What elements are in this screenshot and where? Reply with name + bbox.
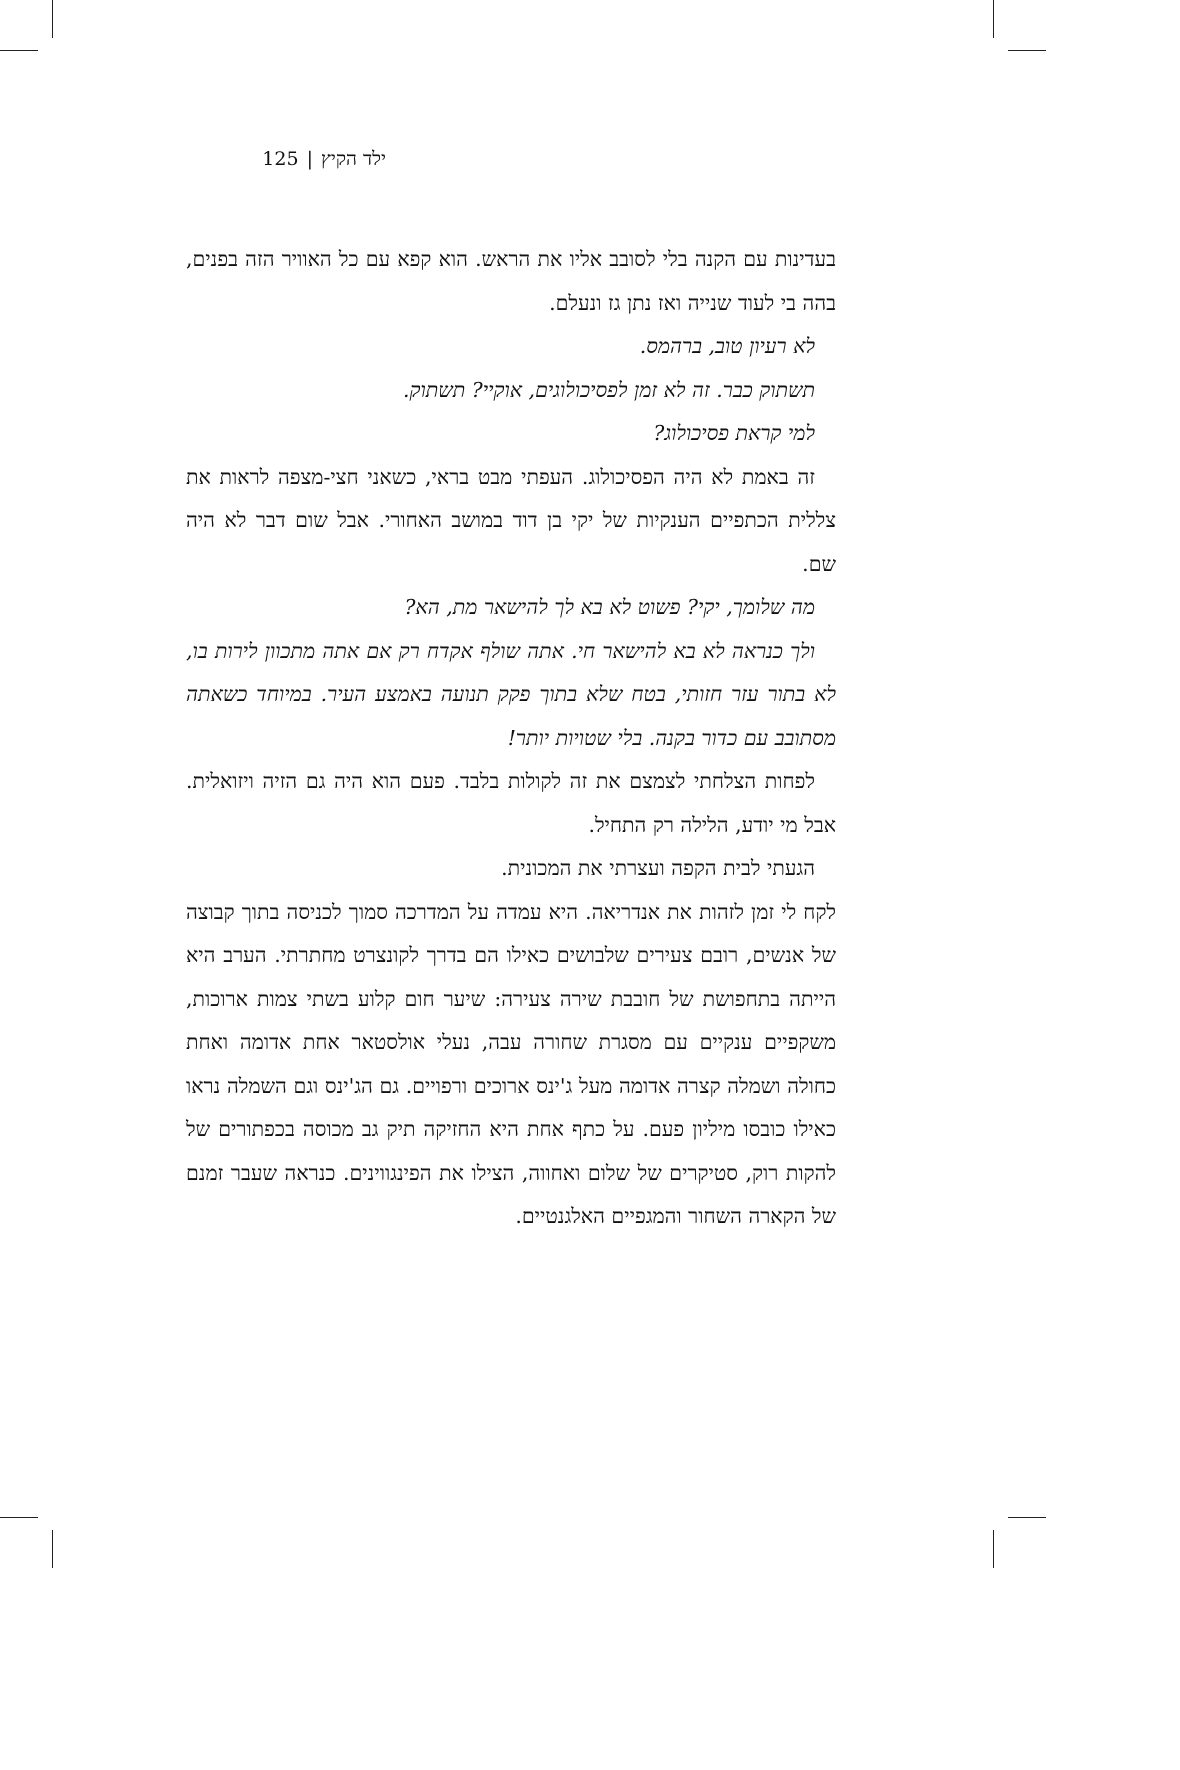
paragraph-9: הגעתי לבית הקפה ועצרתי את המכונית. <box>501 856 815 880</box>
paragraph-3-thought: תשתוק כבר. זה לא זמן לפסיכולוגים, אוקיי? תשתוק. <box>403 377 815 402</box>
crop-mark-bottom-left-horizontal <box>0 1517 38 1518</box>
crop-mark-bottom-right-horizontal <box>1008 1517 1046 1518</box>
book-title: ילד הקיץ <box>320 148 386 170</box>
paragraph-10: לקח לי זמן לזהות את אנדריאה. היא עמדה על המדרכה סמוך לכניסה בתוך קבוצה של אנשים, רובם צעירים שלבושים כאילו הם בדרך לקונצרט מחתרתי. הערב היא הייתה בתחפושת של חובבת שירה צעירה: שיער חום קלוע בשתי צמות ארוכות, משקפיים ענקיים עם מסגרת שחורה עבה, נעלי אולסטאר אחת אדומה ואחת כחולה ושמלה קצרה אדומה מעל ג'ינס ארוכים ורפויים. גם הג'ינס וגם השמלה נראו כאילו כובסו מיליון פעם. על כתף אחת היא החזיקה תיק גב מכוסה בכפתורים של להקות רוק, סטיקרים של שלום ואחווה, הצילו את הפינגווינים. כנראה שעבר זמנם של הקארה השחור והמגפיים האלגנטיים. <box>186 899 836 1228</box>
crop-mark-top-right-horizontal <box>1008 50 1046 51</box>
paragraph-6-thought: מה שלומך, יקי? פשוט לא בא לך להישאר מת, הא? <box>404 595 815 619</box>
page-body-text <box>186 238 836 1239</box>
running-head <box>186 146 386 172</box>
paragraph-1: בעדינות עם הקנה בלי לסובב אליו את הראש. הוא קפא עם כל האוויר הזה בפנים, בהה בי לעוד שנייה ואז נתן גז ונעלם. <box>186 247 836 315</box>
running-head-separator: | <box>306 148 313 170</box>
paragraph-7-thought: ולך כנראה לא בא להישאר חי. אתה שולף אקדח רק אם אתה מתכוון לירות בו, לא בתור עזר חזותי, בטח שלא בתוך פקק תנועה באמצע העיר. במיוחד כשאתה מסתובב עם כדור בקנה. בלי שטויות יותר! <box>186 638 836 750</box>
crop-mark-bottom-left-vertical <box>52 1530 53 1568</box>
page-number: 125 <box>262 148 299 170</box>
crop-mark-top-right-vertical <box>993 0 994 38</box>
paragraph-2-thought: לא רעיון טוב, ברהמס. <box>639 334 815 358</box>
paragraph-8: לפחות הצלחתי לצמצם את זה לקולות בלבד. פעם הוא היה גם הזיה ויזואלית. אבל מי יודע, הלילה רק התחיל. <box>186 769 836 837</box>
crop-mark-top-left-vertical <box>52 0 53 38</box>
paragraph-5: זה באמת לא היה הפסיכולוג. העפתי מבט בראי, כשאני חצי-מצפה לראות את צללית הכתפיים הענקיות של יקי בן דוד במושב האחורי. אבל שום דבר לא היה שם. <box>186 464 836 576</box>
paragraph-4-thought: למי קראת פסיכולוג? <box>653 421 815 445</box>
crop-mark-top-left-horizontal <box>0 50 38 51</box>
crop-mark-bottom-right-vertical <box>993 1530 994 1568</box>
